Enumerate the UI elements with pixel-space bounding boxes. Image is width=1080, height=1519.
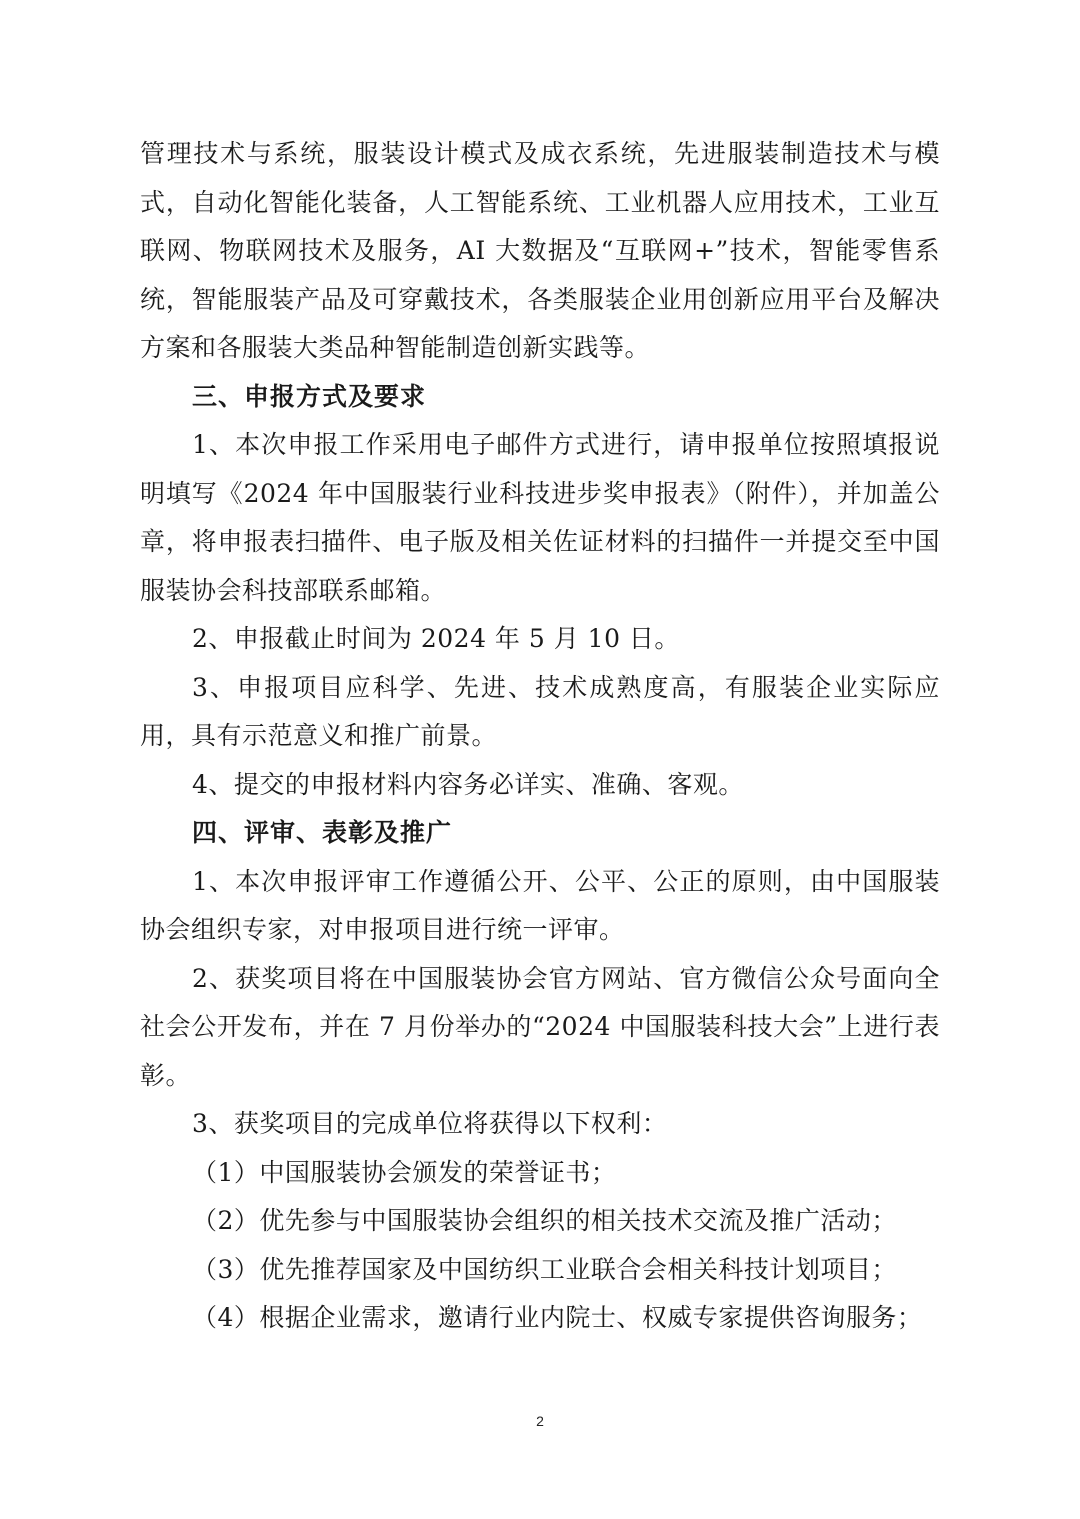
section-heading-4: 四、评审、表彰及推广 [192, 818, 453, 847]
section-4-item-3: 3、获奖项目的完成单位将获得以下权利： [192, 1109, 668, 1138]
rights-item-3: （3）优先推荐国家及中国纺织工业联合会相关科技计划项目； [192, 1254, 897, 1284]
section-3-item-3: 3、申报项目应科学、先进、技术成熟度高，有服装企业实际应用，具有示范意义和推广前景。 [140, 672, 940, 750]
rights-item-4: （4）根据企业需求，邀请行业内院士、权威专家提供咨询服务； [192, 1303, 923, 1332]
section-3-item-1: 1、本次申报工作采用电子邮件方式进行，请申报单位按照填报说明填写《2024 年中国服装行业科技进步奖申报表》（附件），并加盖公章，将申报表扫描件、电子版及相关佐证材料的扫描件一并提交至中国服装协会科技部联系邮箱。 [140, 430, 940, 605]
section-3-item-2: 2、申报截止时间为 2024 年 5 月 10 日。 [192, 624, 680, 653]
rights-item-1: （1）中国服装协会颁发的荣誉证书； [192, 1157, 617, 1187]
document-body [140, 130, 940, 1343]
section-heading-3: 三、申报方式及要求 [192, 381, 427, 411]
section-3-item-4: 4、提交的申报材料内容务必详实、准确、客观。 [192, 769, 744, 799]
section-4-item-2: 2、获奖项目将在中国服装协会官方网站、官方微信公众号面向全社会公开发布，并在 7 月份举办的“2024 中国服装科技大会”上进行表彰。 [140, 963, 940, 1090]
rights-item-2: （2）优先参与中国服装协会组织的相关技术交流及推广活动； [192, 1206, 897, 1235]
paragraph-continuation: 管理技术与系统，服装设计模式及成衣系统，先进服装制造技术与模式，自动化智能化装备，人工智能系统、工业机器人应用技术，工业互联网、物联网技术及服务，AI 大数据及“互联网+”技术，智能零售系统，智能服装产品及可穿戴技术，各类服装企业用创新应用平台及解决方案和各服装大类品种智能制造创新实践等。 [140, 139, 940, 362]
page-number: 2 [536, 1413, 544, 1429]
section-4-item-1: 1、本次申报评审工作遵循公开、公平、公正的原则，由中国服装协会组织专家，对申报项目进行统一评审。 [140, 866, 940, 944]
